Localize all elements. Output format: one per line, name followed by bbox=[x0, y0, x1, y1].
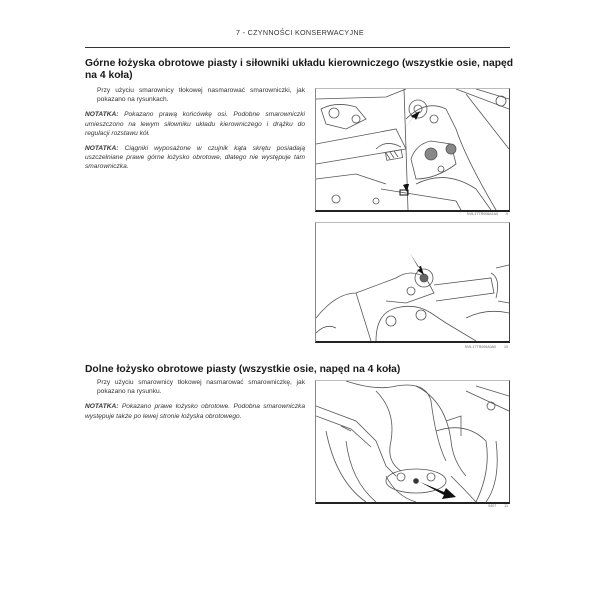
figure-code: 9407 bbox=[488, 504, 497, 508]
figure-code: SVIL17TR006A0A0 bbox=[464, 345, 496, 349]
section-2-text bbox=[85, 378, 305, 421]
note-text: Ciągniki wyposażone w czujnik kąta skrętu posiadają uszczelniane prawe górne łożysko obrotowe, dlatego nie występuje tam smarowniczka. bbox=[85, 145, 305, 171]
note-3 bbox=[85, 402, 305, 420]
figure-11-caption bbox=[315, 504, 508, 508]
note-text: Pokazano prawą końcówkę osi. Podobne smarowniczki umieszczono na lewym siłowniku układu kierowniczego i drążku do regulacji rozstawu kół. bbox=[85, 111, 305, 137]
figure-code: SVIL17TR006A1A0 bbox=[466, 212, 498, 216]
lower-pivot-bearing-drawing bbox=[316, 381, 509, 502]
section-1-text bbox=[85, 86, 305, 172]
page-header: 7 - CZYNNOŚCI KONSERWACYJNE bbox=[236, 28, 364, 37]
figure-11-illustration bbox=[315, 380, 510, 504]
instruction-text: Przy użyciu smarownicy tłokowej nasmarować smarowniczki, jak pokazano na rysunkach. bbox=[97, 87, 305, 104]
note-text: Pokazano prawe łożysko obrotowe. Podobna smarowniczka występuje także po lewej stronie łożyska obrotowego. bbox=[85, 403, 305, 420]
figure-number: 10 bbox=[504, 345, 508, 349]
instruction-text: Przy użyciu smarownicy tłokowej nasmarować smarowniczkę, jak pokazano na rysunku. bbox=[97, 379, 305, 396]
note-label: NOTATKA: bbox=[85, 145, 119, 153]
steering-cylinder-drawing bbox=[316, 89, 509, 210]
section-title-lower-bearing: Dolne łożysko obrotowe piasty (wszystkie osie, napęd na 4 koła) bbox=[85, 364, 401, 375]
section-title-upper-bearings: Górne łożyska obrotowe piasty i siłowniki układu kierowniczego (wszystkie osie, napęd na 4 koła) bbox=[85, 58, 514, 81]
figure-number: 11 bbox=[504, 504, 508, 508]
hub-grease-fitting-drawing bbox=[316, 223, 509, 341]
note-label: NOTATKA: bbox=[85, 403, 119, 411]
note-1 bbox=[85, 110, 305, 138]
figure-9-caption bbox=[315, 212, 508, 216]
figure-9-illustration bbox=[315, 88, 510, 212]
note-label: NOTATKA: bbox=[85, 111, 119, 119]
figure-10-caption bbox=[315, 345, 508, 349]
header-rule bbox=[85, 47, 510, 48]
figure-10-illustration bbox=[315, 222, 510, 343]
note-2 bbox=[85, 144, 305, 172]
figure-number: 9 bbox=[506, 212, 508, 216]
